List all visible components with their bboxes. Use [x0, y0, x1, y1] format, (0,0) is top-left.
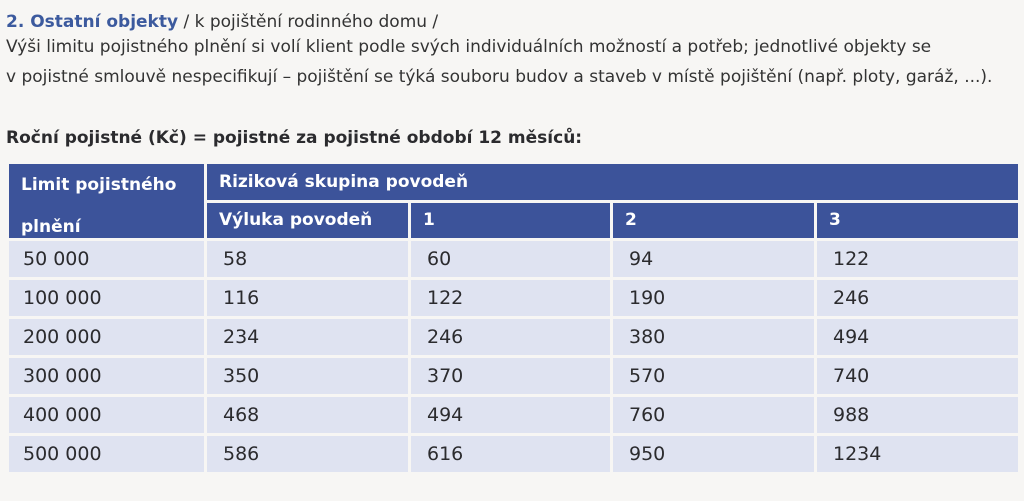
section-subtitle: / k pojištění rodinného domu /: [178, 12, 439, 32]
value-cell: 60: [410, 240, 612, 279]
description-line-2: v pojistné smlouvě nespecifikují – pojištění se týká souboru budov a staveb v místě pojištění (např. ploty, garáž, ...).: [6, 67, 993, 87]
value-cell: 370: [410, 357, 612, 396]
value-cell: 616: [410, 435, 612, 474]
table-row: [8, 435, 1020, 474]
table-row: [8, 396, 1020, 435]
limit-cell: 500 000: [8, 435, 206, 474]
value-cell: 246: [410, 318, 612, 357]
table-caption: Roční pojistné (Kč) = pojistné za pojistné období 12 měsíců:: [6, 128, 583, 148]
table-row: [8, 357, 1020, 396]
subheader-group-2: 2: [612, 201, 816, 240]
limit-column-header: [8, 163, 206, 240]
risk-group-header: Riziková skupina povodeň: [206, 163, 1020, 202]
value-cell: 494: [410, 396, 612, 435]
value-cell: 570: [612, 357, 816, 396]
limit-cell: 400 000: [8, 396, 206, 435]
value-cell: 122: [410, 279, 612, 318]
value-cell: 234: [206, 318, 410, 357]
value-cell: 740: [816, 357, 1020, 396]
premium-table: [6, 161, 1021, 475]
value-cell: 190: [612, 279, 816, 318]
table-row: [8, 240, 1020, 279]
description-line-1: Výši limitu pojistného plnění si volí klient podle svých individuálních možností a potřeb; jednotlivé objekty se: [6, 37, 932, 57]
subheader-group-1: 1: [410, 201, 612, 240]
header-row-1: [8, 163, 1020, 202]
value-cell: 468: [206, 396, 410, 435]
table-row: [8, 279, 1020, 318]
subheader-group-3: 3: [816, 201, 1020, 240]
value-cell: 494: [816, 318, 1020, 357]
limit-header-line-2: plnění: [21, 217, 81, 237]
limit-cell: 200 000: [8, 318, 206, 357]
value-cell: 350: [206, 357, 410, 396]
value-cell: 58: [206, 240, 410, 279]
value-cell: 246: [816, 279, 1020, 318]
value-cell: 988: [816, 396, 1020, 435]
limit-cell: 300 000: [8, 357, 206, 396]
subheader-flood-exclusion: Výluka povodeň: [206, 201, 410, 240]
value-cell: 122: [816, 240, 1020, 279]
value-cell: 586: [206, 435, 410, 474]
section-heading: [6, 11, 438, 33]
table-row: [8, 318, 1020, 357]
value-cell: 1234: [816, 435, 1020, 474]
section-title: 2. Ostatní objekty: [6, 12, 179, 32]
value-cell: 116: [206, 279, 410, 318]
value-cell: 380: [612, 318, 816, 357]
value-cell: 950: [612, 435, 816, 474]
limit-header-line-1: Limit pojistného: [21, 175, 177, 195]
limit-cell: 100 000: [8, 279, 206, 318]
value-cell: 94: [612, 240, 816, 279]
limit-cell: 50 000: [8, 240, 206, 279]
value-cell: 760: [612, 396, 816, 435]
